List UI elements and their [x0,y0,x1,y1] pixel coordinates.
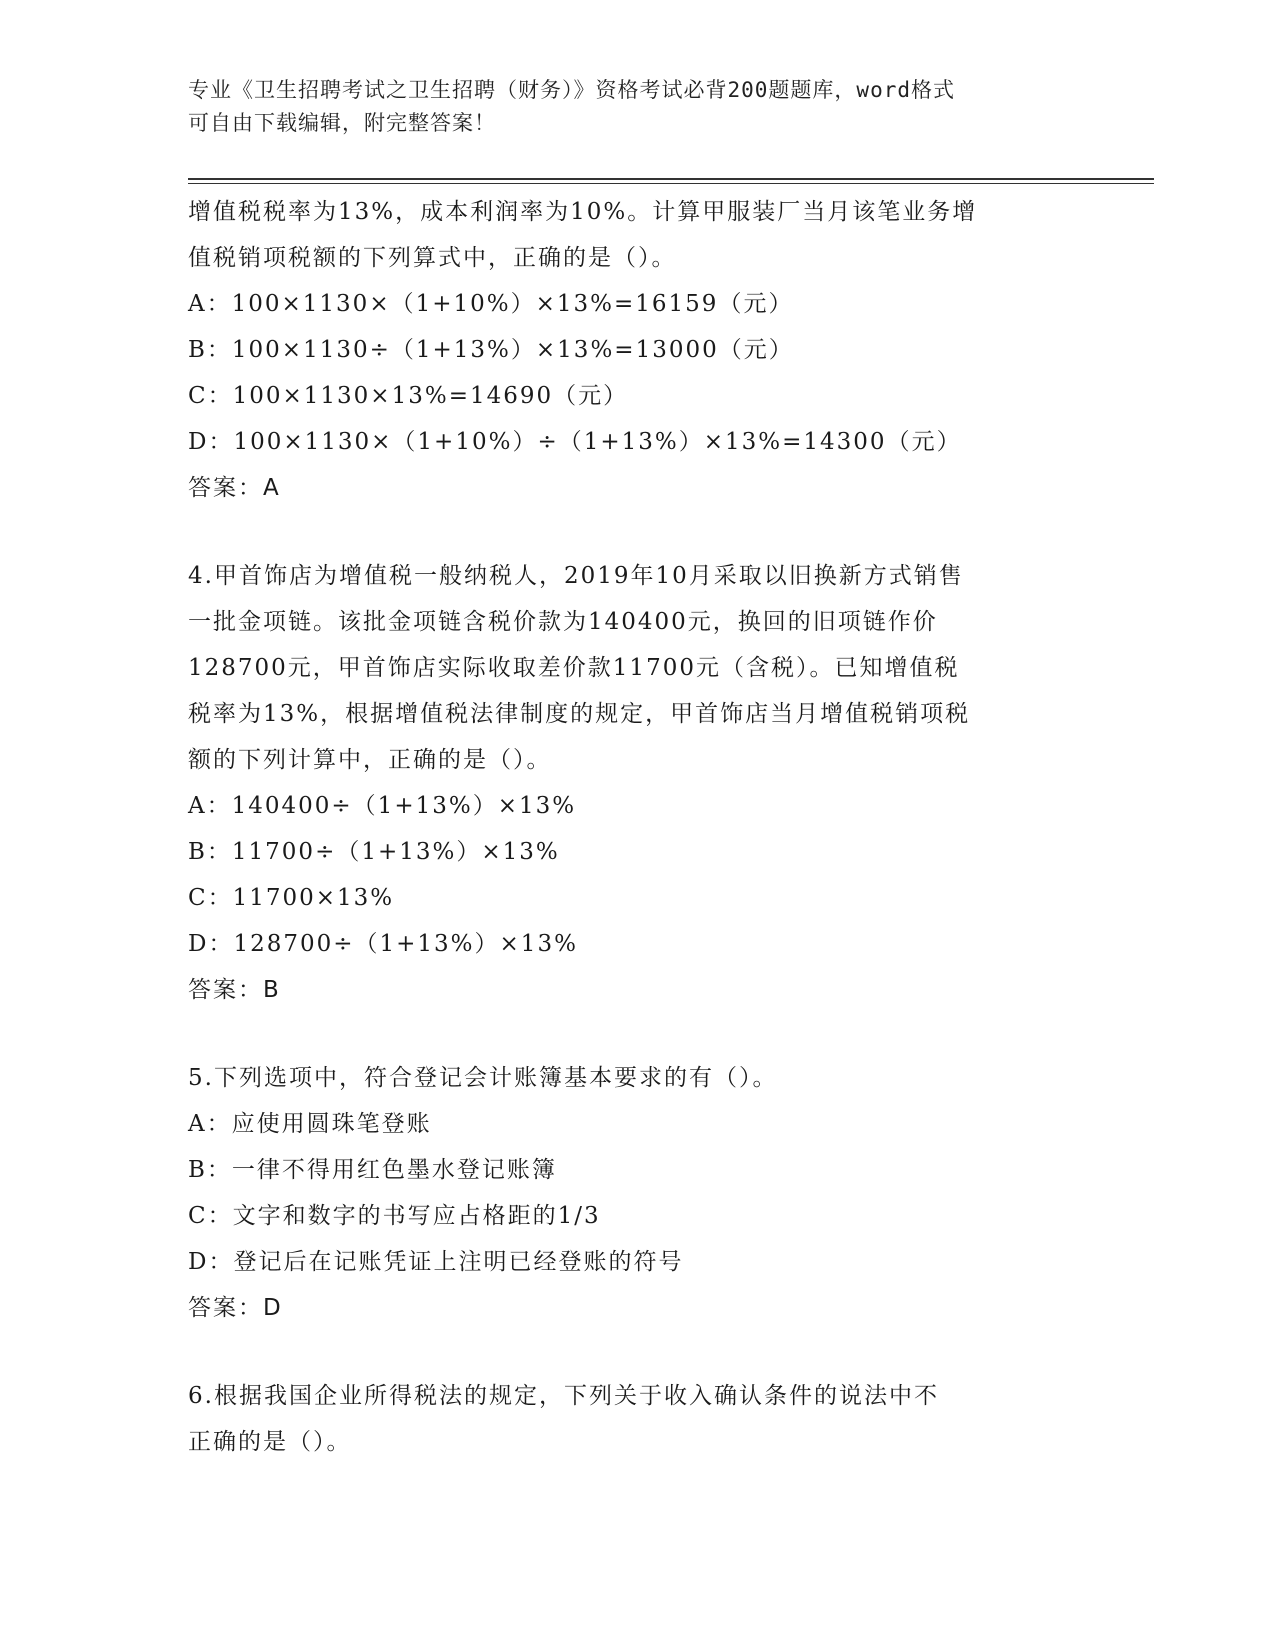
spacer [188,1331,1088,1373]
option-a: A：应使用圆珠笔登账 [188,1111,432,1137]
option-c: C：11700×13% [188,885,395,911]
answer-line: 答案：B [188,977,281,1003]
option-c: C：100×1130×13%=14690（元） [188,383,629,409]
question-6 [188,1373,1088,1465]
option-a: A：100×1130×（1+10%）×13%=16159（元） [188,291,794,317]
question-stem-line: 128700元，甲首饰店实际收取差价款11700元（含税）。已知增值税 [188,655,960,681]
option-d: D：100×1130×（1+10%）÷（1+13%）×13%=14300（元） [188,429,962,455]
spacer [188,1013,1088,1055]
option-d: D：128700÷（1+13%）×13% [188,931,578,957]
header-divider-thick [188,178,1154,180]
option-b: B：11700÷（1+13%）×13% [188,839,560,865]
question-stem-line: 值税销项税额的下列算式中，正确的是（）。 [188,245,677,271]
document-header [188,74,1088,140]
question-list [188,189,1088,1465]
option-d: D：登记后在记账凭证上注明已经登账的符号 [188,1249,684,1275]
question-stem-line: 一批金项链。该批金项链含税价款为140400元，换回的旧项链作价 [188,609,938,635]
question-stem-line: 税率为13%，根据增值税法律制度的规定，甲首饰店当月增值税销项税 [188,701,971,727]
question-stem-line: 4.甲首饰店为增值税一般纳税人，2019年10月采取以旧换新方式销售 [188,563,964,589]
option-a: A：140400÷（1+13%）×13% [188,793,577,819]
answer-line: 答案：A [188,475,281,501]
question-stem-line: 6.根据我国企业所得税法的规定，下列关于收入确认条件的说法中不 [188,1383,939,1409]
header-divider-thin [188,183,1154,184]
spacer [188,511,1088,553]
question-3 [188,189,1088,511]
header-title-line-2: 可自由下载编辑，附完整答案！ [188,111,496,135]
question-5 [188,1055,1088,1331]
header-title-line-1: 专业《卫生招聘考试之卫生招聘（财务）》资格考试必背200题题库，word格式 [188,78,955,102]
option-c: C：文字和数字的书写应占格距的1/3 [188,1203,601,1229]
question-stem-line: 增值税税率为13%，成本利润率为10%。计算甲服装厂当月该笔业务增 [188,199,978,225]
question-stem-line: 正确的是（）。 [188,1429,352,1455]
question-stem-line: 额的下列计算中，正确的是（）。 [188,747,552,773]
option-b: B：100×1130÷（1+13%）×13%=13000（元） [188,337,794,363]
answer-line: 答案：D [188,1295,283,1321]
question-stem-line: 5.下列选项中，符合登记会计账簿基本要求的有（）。 [188,1065,778,1091]
question-4 [188,553,1088,1013]
option-b: B：一律不得用红色墨水登记账簿 [188,1157,557,1183]
